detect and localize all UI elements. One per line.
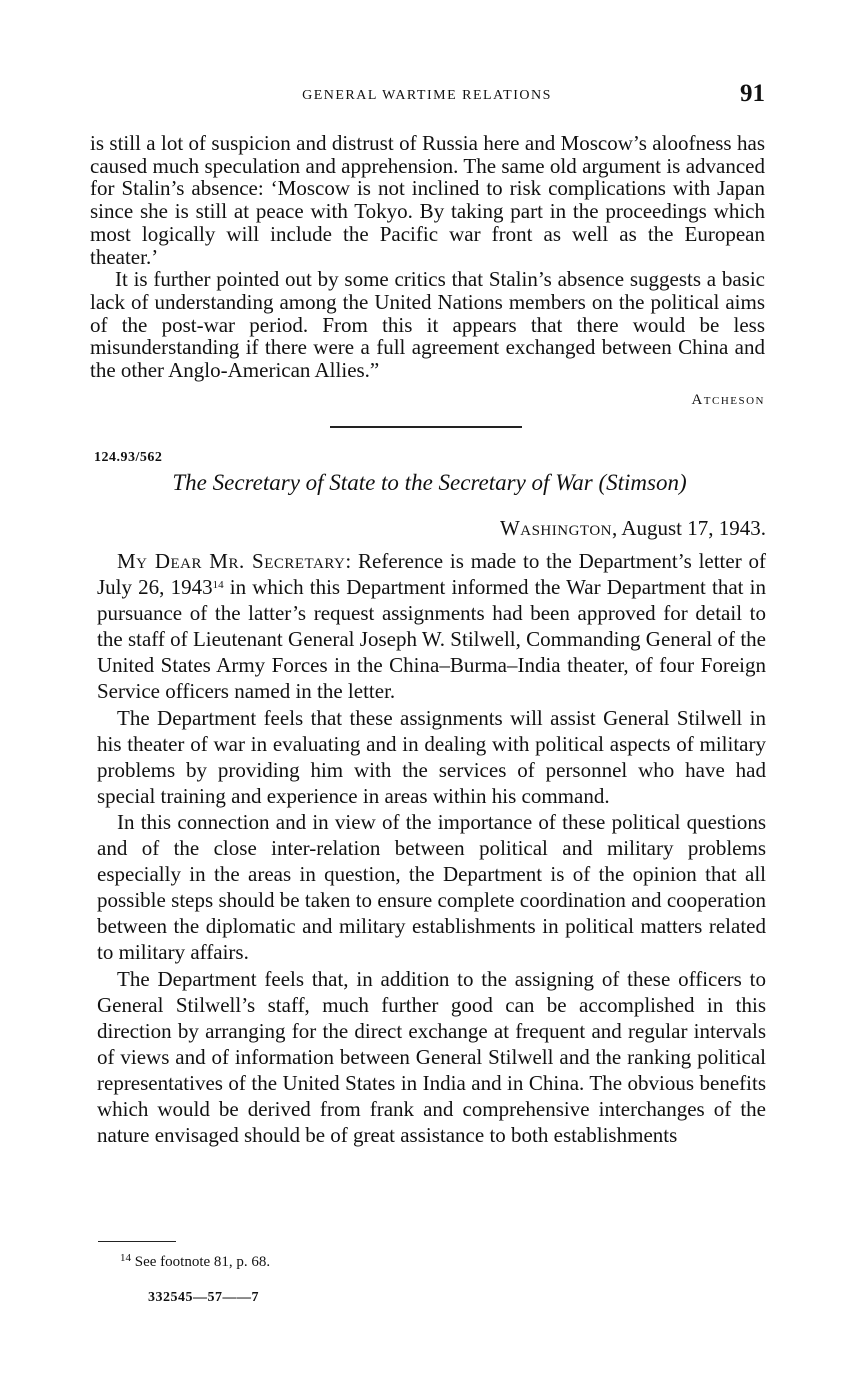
dateline-date: , August 17, 1943. [611,516,766,540]
printer-mark: 332545—57——7 [148,1290,259,1305]
letter-paragraph: The Department feels that these assignments will assist General Stilwell in his theater of war in evaluating and in dealing with political aspects of military problems by providing him with the services of personnel who have had special training and experience in areas within his command. [97,705,766,808]
footnote-text: See footnote 81, p. 68. [131,1254,271,1270]
dateline-place: Washington [499,516,612,540]
page-number: 91 [740,80,765,107]
footnote [120,1254,270,1271]
letter-paragraph: The Department feels that, in addition to the assigning of these officers to General Stilwell’s staff, much further good can be accomplished in this direction by arranging for the direct exchange at frequent and regular intervals of views and of information between General Stilwell and the ranking political representatives of the United States in India and in China. The obvious benefits which would be derived from frank and comprehensive interchanges of the nature envisaged should be of great assistance to both establishments [97,966,766,1148]
letter-paragraph: In this connection and in view of the importance of these political questions and of the close inter-relation between political and military problems especially in the areas in question, the Department is of the opinion that all possible steps should be taken to ensure complete coordination and cooperation between the diplomatic and military establishments in political matters related to military affairs. [97,809,766,965]
letter-body [97,548,766,1148]
continued-text [90,132,765,382]
file-number: 124.93/562 [94,450,163,465]
section-divider [330,426,522,428]
paragraph-text: in which this Department informed the War Department that in pursuance of the latter’s request assignments had been approved for detail to the staff of Lieutenant General Joseph W. Stilwell, Commanding General of the United States Army Forces in the China–Burma–India theater, of four Foreign Service officers named in the letter. [97,575,766,704]
salutation: My Dear Mr. Secretary [117,549,346,573]
dateline [460,516,766,541]
signature: Atcheson [691,392,765,408]
running-head: GENERAL WARTIME RELATIONS [302,88,552,103]
footnote-divider [98,1241,176,1242]
continued-paragraph: It is further pointed out by some critics that Stalin’s absence suggests a basic lack of understanding among the United Nations members on the political aims of the post-war period. From this it appears that there would be less misunderstanding if there were a full agreement exchanged between China and the other Anglo-American Allies.” [90,267,765,383]
continued-paragraph: is still a lot of suspicion and distrust of Russia here and Moscow’s aloofness has caused much speculation and apprehension. The same old argument is advanced for Stalin’s absence: ‘Moscow is not inclined to risk complications with Japan since she is still at peace with Tokyo. By taking part in the proceedings which most logically will include the Pacific war front as well as the European theater.’ [90,131,765,269]
document-title: The Secretary of State to the Secretary of War (Stimson) [172,470,687,495]
footnote-reference: 14 [212,579,224,592]
footnote-number: 14 [120,1252,131,1264]
paragraph-text: : Reference is made to the Department’s letter of July 26, 1943 [97,549,767,600]
letter-paragraph [97,548,766,705]
